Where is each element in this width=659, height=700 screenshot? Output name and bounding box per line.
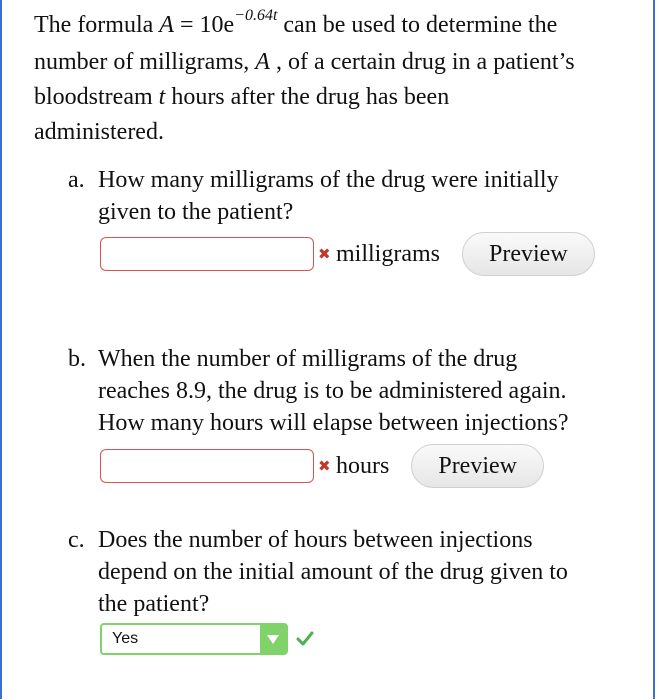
chevron-down-icon[interactable] [260,625,286,653]
x-mark-icon: ✖ [318,245,331,263]
check-icon [296,630,314,648]
x-mark-icon: ✖ [318,457,331,475]
part-c-question: Does the number of hours between injections depend on the initial amount of the drug given to the patient? [98,527,568,617]
problem-line-2: number of milligrams, A , of a certain drug in a patient’s [34,49,575,75]
part-c-letter: c. [68,527,85,553]
part-b-answer-row [100,446,544,486]
part-a-letter: a. [68,167,85,193]
part-b [68,343,628,439]
part-b-preview-button[interactable]: Preview [411,444,544,488]
part-a-answer-row [100,234,595,274]
part-a [68,164,628,228]
exponent: −0.64t [234,7,278,24]
problem-line-1: The formula $A = 10e^{-0.64t}$ can be used to determine the [34,7,558,38]
part-a-question: How many milligrams of the drug were initially given to the patient? [98,167,559,225]
problem-line-3: bloodstream t hours after the drug has been [34,84,450,110]
part-b-question: When the number of milligrams of the drug reaches 8.9, the drug is to be administered again. How many hours will elapse between injections? [98,346,569,436]
variable-t: t [158,84,166,110]
part-b-unit: hours [336,452,390,479]
part-a-answer-input[interactable] [100,237,314,271]
part-c [68,524,628,620]
part-b-letter: b. [68,346,86,372]
part-b-answer-input[interactable] [100,449,314,483]
part-c-selected-option: Yes [112,630,139,647]
part-a-unit: milligrams [336,240,440,267]
part-a-preview-button[interactable]: Preview [462,232,595,276]
part-c-answer-select[interactable] [100,623,288,655]
problem-line-4: administered. [34,119,164,145]
variable-a: A [159,12,174,38]
problem-statement [34,8,634,150]
